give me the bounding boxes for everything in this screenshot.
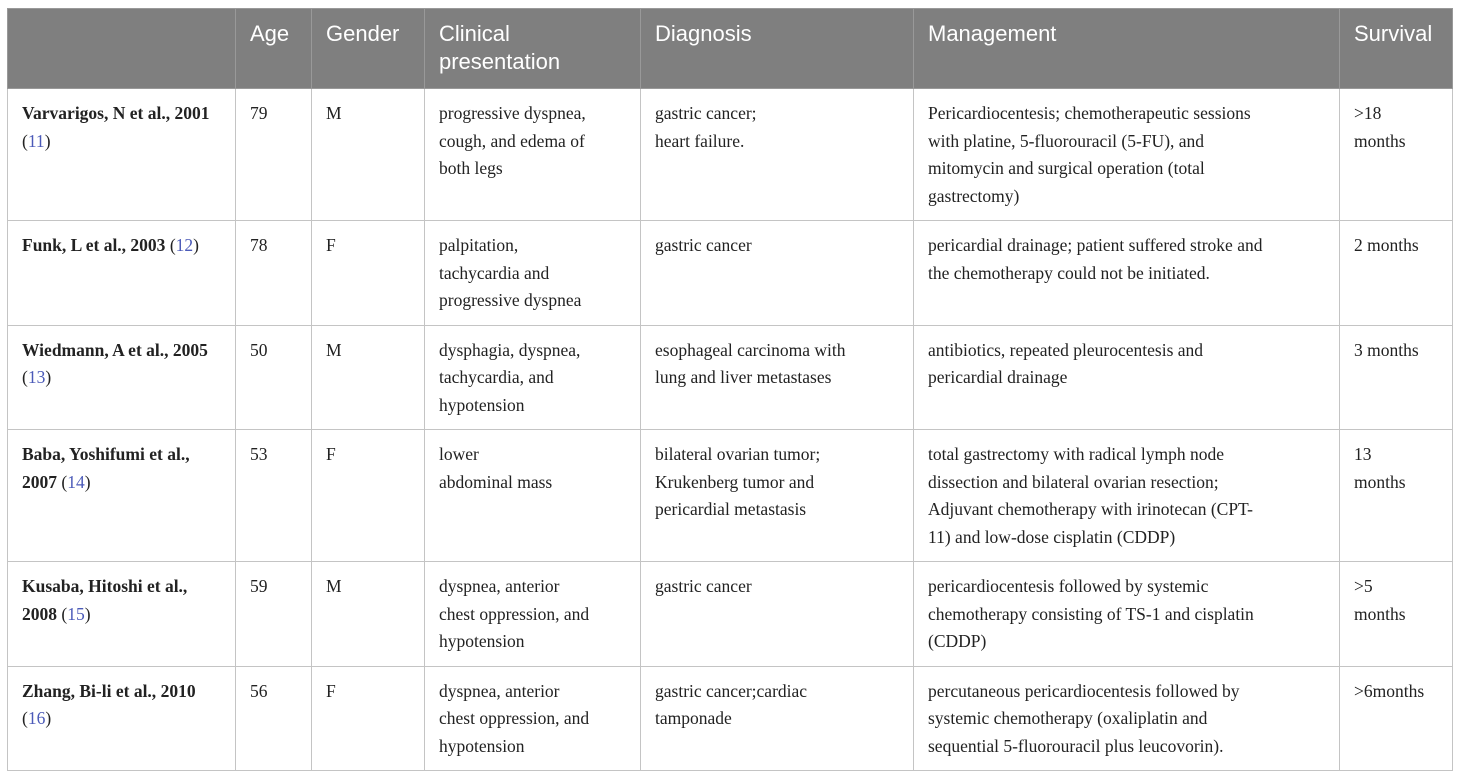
cell-line: dissection and bilateral ovarian resection; [928,471,1219,492]
gender-cell: F [312,221,425,326]
cell-line: Krukenberg tumor and [655,471,815,492]
cell-line: months [1354,471,1406,492]
case-reports-table [7,8,1453,771]
reference-link[interactable]: 12 [175,235,194,255]
study-author: Wiedmann, A et al., [22,339,169,360]
table-row [8,430,1453,562]
cell-line: the chemotherapy could not be initiated. [928,262,1210,283]
cell-line: cough, and edema of [439,130,585,151]
age-cell: 53 [236,430,312,562]
cell-line: Pericardiocentesis; chemotherapeutic sessions [928,103,1251,123]
study-cell [8,89,236,221]
management-cell [914,325,1340,430]
management-cell [914,666,1340,771]
cell-line: dysphagia, dyspnea, [439,339,581,360]
cell-line: tachycardia, and [439,367,554,387]
study-year: 2001 [174,103,210,123]
study-author: Zhang, Bi-li et al., [22,680,157,701]
study-year: 2005 [172,339,208,360]
cell-line: (CDDP) [928,631,987,651]
cell-line: hypotension [439,631,525,651]
cell-line: pericardiocentesis followed by systemic [928,576,1209,596]
study-year: 2008 [22,603,57,624]
cell-line: sequential 5-fluorouracil plus leucovorin). [928,735,1224,756]
cell-line: hypotension [439,735,525,756]
cell-line: gastrectomy) [928,185,1020,206]
reference-citation: (16) [22,708,52,728]
cell-line: months [1354,603,1406,624]
cell-line: abdominal mass [439,471,553,492]
cell-line: tamponade [655,708,732,728]
reference-citation: (11) [22,130,51,151]
cell-line: lung and liver metastases [655,367,832,387]
cell-line: gastric cancer;cardiac [655,680,808,701]
survival-cell [1340,562,1453,667]
study-author: Baba, Yoshifumi et al., [22,444,190,464]
clinical-presentation-cell [425,562,641,667]
gender-cell: M [312,562,425,667]
study-cell [8,562,236,667]
study-cell [8,430,236,562]
cell-line: progressive dyspnea, [439,103,586,123]
table-row [8,666,1453,771]
header-gender: Gender [312,9,425,89]
reference-link[interactable]: 11 [27,130,45,151]
cell-line: 2 months [1354,235,1419,255]
cell-line: dyspnea, anterior [439,576,560,596]
study-year: 2010 [160,680,196,701]
survival-cell [1340,666,1453,771]
clinical-presentation-cell [425,89,641,221]
management-cell [914,430,1340,562]
header-clinical-presentation: Clinical presentation [425,9,641,89]
cell-line: total gastrectomy with radical lymph node [928,444,1224,464]
study-cell [8,221,236,326]
header-diagnosis: Diagnosis [641,9,914,89]
cell-line: >6months [1354,680,1425,701]
table-header-row [8,9,1453,89]
reference-citation: (14) [61,471,91,492]
clinical-presentation-cell [425,430,641,562]
diagnosis-cell [641,562,914,667]
cell-line: Adjuvant chemotherapy with irinotecan (CPT- [928,499,1253,519]
cell-line: gastric cancer [655,235,752,255]
management-cell [914,562,1340,667]
gender-cell: F [312,666,425,771]
survival-cell [1340,221,1453,326]
cell-line: both legs [439,158,503,178]
cell-line: gastric cancer [655,576,752,596]
cell-line: heart failure. [655,130,745,151]
cell-line: chest oppression, and [439,603,590,624]
reference-link[interactable]: 16 [27,708,46,728]
gender-cell: M [312,89,425,221]
age-cell: 79 [236,89,312,221]
diagnosis-cell [641,221,914,326]
cell-line: percutaneous pericardiocentesis followed by [928,680,1240,701]
survival-cell [1340,325,1453,430]
reference-link[interactable]: 14 [67,471,85,492]
table-row [8,562,1453,667]
header-study [8,9,236,89]
cell-line: mitomycin and surgical operation (total [928,158,1205,178]
table-row [8,89,1453,221]
cell-line: >18 [1354,103,1382,123]
cell-line: 11) and low-dose cisplatin (CDDP) [928,526,1176,547]
cell-line: 13 [1354,444,1372,464]
management-cell [914,221,1340,326]
age-cell: 59 [236,562,312,667]
study-author: Varvarigos, N et al., [22,103,171,123]
clinical-presentation-cell [425,325,641,430]
cell-line: pericardial drainage [928,367,1068,387]
cell-line: chemotherapy consisting of TS-1 and cisplatin [928,603,1254,624]
cell-line: bilateral ovarian tumor; [655,444,821,464]
diagnosis-cell [641,430,914,562]
diagnosis-cell [641,89,914,221]
cell-line: chest oppression, and [439,708,590,728]
header-management: Management [914,9,1340,89]
cell-line: with platine, 5-fluorouracil (5-FU), and [928,130,1205,151]
cell-line: 3 months [1354,339,1419,360]
age-cell: 56 [236,666,312,771]
cell-line: lower [439,444,479,464]
cell-line: months [1354,130,1406,151]
survival-cell [1340,430,1453,562]
management-cell [914,89,1340,221]
cell-line: progressive dyspnea [439,290,582,310]
reference-link[interactable]: 13 [27,367,46,387]
table-row [8,325,1453,430]
table-row [8,221,1453,326]
survival-cell [1340,89,1453,221]
clinical-presentation-cell [425,666,641,771]
cell-line: systemic chemotherapy (oxaliplatin and [928,708,1208,728]
study-author: Kusaba, Hitoshi et al., [22,576,188,596]
cell-line: >5 [1354,576,1373,596]
reference-link[interactable]: 15 [67,603,85,624]
gender-cell: F [312,430,425,562]
header-survival: Survival [1340,9,1453,89]
cell-line: pericardial metastasis [655,499,807,519]
study-author: Funk, L et al., 2003 [22,235,166,255]
age-cell: 50 [236,325,312,430]
study-cell [8,325,236,430]
study-year: 2007 [22,471,57,492]
reference-citation: (13) [22,367,52,387]
reference-citation: (15) [61,603,91,624]
table-body [8,89,1453,771]
gender-cell: M [312,325,425,430]
reference-citation: (12) [169,235,199,255]
cell-line: palpitation, [439,235,519,255]
cell-line: hypotension [439,394,525,415]
diagnosis-cell [641,666,914,771]
cell-line: dyspnea, anterior [439,680,560,701]
cell-line: esophageal carcinoma with [655,339,846,360]
study-cell [8,666,236,771]
cell-line: gastric cancer; [655,103,757,123]
cell-line: pericardial drainage; patient suffered stroke and [928,235,1263,255]
diagnosis-cell [641,325,914,430]
header-age: Age [236,9,312,89]
age-cell: 78 [236,221,312,326]
clinical-presentation-cell [425,221,641,326]
cell-line: antibiotics, repeated pleurocentesis and [928,339,1204,360]
cell-line: tachycardia and [439,262,550,283]
